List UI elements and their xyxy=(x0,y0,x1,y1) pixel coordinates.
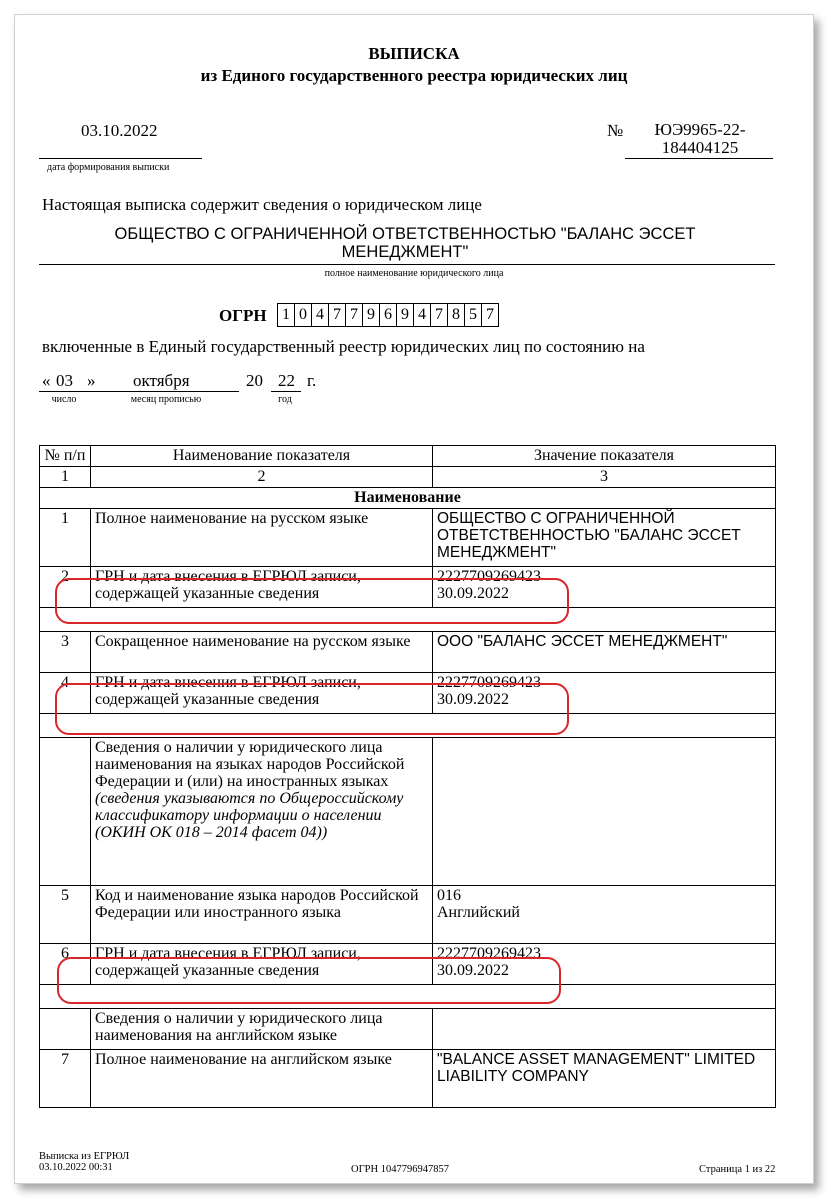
grn-value: 2227709269423 xyxy=(437,945,541,962)
date-year-prefix: 20 xyxy=(246,371,263,390)
column-number: 2 xyxy=(91,467,433,488)
formation-date: 03.10.2022 xyxy=(81,121,158,140)
formation-date-caption: дата формирования выписки xyxy=(47,162,170,173)
row-number: 5 xyxy=(40,886,91,944)
highlight-row-4 xyxy=(55,683,569,735)
row-value: ООО "БАЛАНС ЭССЕТ МЕНЕДЖМЕНТ" xyxy=(433,632,776,673)
month-underline xyxy=(93,391,239,392)
number-sign: № xyxy=(607,121,624,140)
title-subtitle: из Единого государственного реестра юридических лиц xyxy=(200,66,628,85)
formation-date-underline xyxy=(39,158,202,159)
ogrn-digit: 9 xyxy=(362,303,380,327)
highlight-row-6 xyxy=(57,957,561,1004)
row-value xyxy=(433,738,776,886)
row-value xyxy=(433,886,776,944)
row-number: 6 xyxy=(40,944,91,985)
column-number: 1 xyxy=(40,467,91,488)
ogrn-digit: 7 xyxy=(430,303,448,327)
language-name: Английский xyxy=(437,904,520,921)
row-label: Полное наименование на русском языке xyxy=(91,509,433,567)
company-full-name xyxy=(75,225,735,261)
footer-doc-name: Выписка из ЕГРЮЛ xyxy=(39,1151,130,1162)
ogrn-digit: 4 xyxy=(311,303,329,327)
header-cell-value: Значение показателя xyxy=(433,446,776,467)
row-number: 1 xyxy=(40,509,91,567)
header-cell-indicator: Наименование показателя xyxy=(91,446,433,467)
date-day: 03 xyxy=(56,371,73,390)
grn-value: 2227709269423 xyxy=(437,568,541,585)
extract-number-line2: 184404125 xyxy=(661,138,739,157)
ogrn-digit: 0 xyxy=(294,303,312,327)
company-name-underline xyxy=(39,264,775,265)
row-number: 7 xyxy=(40,1050,91,1108)
footer-ogrn: ОГРН 1047796947857 xyxy=(351,1164,449,1175)
column-number-row xyxy=(40,467,776,488)
row-label: ГРН и дата внесения в ЕГРЮЛ записи, содержащей указанные сведения xyxy=(91,567,433,608)
ogrn-digit: 7 xyxy=(345,303,363,327)
ogrn-digit-boxes xyxy=(278,303,499,327)
footer-page-number: Страница 1 из 22 xyxy=(699,1164,776,1175)
table-row xyxy=(40,509,776,567)
row-number: 3 xyxy=(40,632,91,673)
company-name-caption: полное наименование юридического лица xyxy=(324,268,504,279)
footer-doc-datetime: 03.10.2022 00:31 xyxy=(39,1162,113,1173)
ogrn-digit: 1 xyxy=(277,303,295,327)
row-label: Код и наименование языка народов Российской Федерации или иностранного языка xyxy=(91,886,433,944)
month-caption: месяц прописью xyxy=(130,394,202,405)
language-code: 016 xyxy=(437,887,461,904)
year-underline xyxy=(271,391,301,392)
grn-date: 30.09.2022 xyxy=(437,691,509,708)
document-title xyxy=(15,43,813,87)
date-year-abbr: г. xyxy=(307,371,317,390)
included-text: включенные в Единый государственный реестр юридических лиц по состоянию на xyxy=(42,337,645,356)
footer-doc-info xyxy=(39,1151,129,1173)
lang-info-note xyxy=(95,790,428,841)
extract-number-underline xyxy=(625,158,773,159)
header-cell-number: № п/п xyxy=(40,446,91,467)
row-number xyxy=(40,1009,91,1050)
year-caption: год xyxy=(278,394,292,405)
ogrn-digit: 4 xyxy=(413,303,431,327)
table-row xyxy=(40,632,776,673)
ogrn-digit: 9 xyxy=(396,303,414,327)
ogrn-digit: 7 xyxy=(481,303,499,327)
table-row xyxy=(40,1050,776,1108)
date-month: октября xyxy=(133,371,190,390)
company-name-line2: МЕНЕДЖМЕНТ" xyxy=(341,243,469,261)
section-row xyxy=(40,488,776,509)
title-main: ВЫПИСКА xyxy=(368,44,460,63)
highlight-row-2 xyxy=(55,578,569,624)
grn-date: 30.09.2022 xyxy=(437,585,509,602)
section-title: Наименование xyxy=(40,488,776,509)
ogrn-label: ОГРН xyxy=(219,306,267,325)
row-label: ГРН и дата внесения в ЕГРЮЛ записи, содержащей указанные сведения xyxy=(91,944,433,985)
row-label: Сведения о наличии у юридического лица наименования на английском языке xyxy=(91,1009,433,1050)
intro-text: Настоящая выписка содержит сведения о юридическом лице xyxy=(42,195,482,214)
ogrn-digit: 5 xyxy=(464,303,482,327)
date-year-suffix: 22 xyxy=(278,371,295,390)
column-number: 3 xyxy=(433,467,776,488)
day-caption: число xyxy=(51,394,77,405)
table-row xyxy=(40,738,776,886)
row-number xyxy=(40,738,91,886)
row-value: ОБЩЕСТВО С ОГРАНИЧЕННОЙ ОТВЕТСТВЕННОСТЬЮ "БАЛАНС ЭССЕТ МЕНЕДЖМЕНТ" xyxy=(433,509,776,567)
grn-date: 30.09.2022 xyxy=(437,962,509,979)
date-close-quote: » xyxy=(87,371,96,390)
egrul-table xyxy=(39,445,776,1108)
row-value: "BALANCE ASSET MANAGEMENT" LIMITED LIABILITY COMPANY xyxy=(433,1050,776,1108)
lang-info-label: Сведения о наличии у юридического лица наименования на языках народов Российской Федерации и (или) на иностранных языках xyxy=(95,739,405,790)
document-page xyxy=(14,14,814,1184)
ogrn-digit: 7 xyxy=(328,303,346,327)
date-open-quote: « xyxy=(42,371,51,390)
row-label: Сокращенное наименование на русском языке xyxy=(91,632,433,673)
table-row xyxy=(40,886,776,944)
row-number: 2 xyxy=(40,567,91,608)
row-value xyxy=(433,1009,776,1050)
row-label: Полное наименование на английском языке xyxy=(91,1050,433,1108)
company-name-line1: ОБЩЕСТВО С ОГРАНИЧЕННОЙ ОТВЕТСТВЕННОСТЬЮ "БАЛАНС ЭССЕТ xyxy=(114,225,696,243)
ogrn-digit: 8 xyxy=(447,303,465,327)
table-header-row xyxy=(40,446,776,467)
extract-number xyxy=(625,121,775,157)
extract-number-line1: ЮЭ9965-22- xyxy=(654,120,746,139)
row-number: 4 xyxy=(40,673,91,714)
row-label xyxy=(91,738,433,886)
lang-info-note-text: (сведения указываются по Общероссийскому классификатору информации о населении (ОКИН ОК 018 – 2014 фасет 04)) xyxy=(95,790,404,841)
ogrn-digit: 6 xyxy=(379,303,397,327)
row-label: ГРН и дата внесения в ЕГРЮЛ записи, содержащей указанные сведения xyxy=(91,673,433,714)
table-row xyxy=(40,1009,776,1050)
grn-value: 2227709269423 xyxy=(437,674,541,691)
